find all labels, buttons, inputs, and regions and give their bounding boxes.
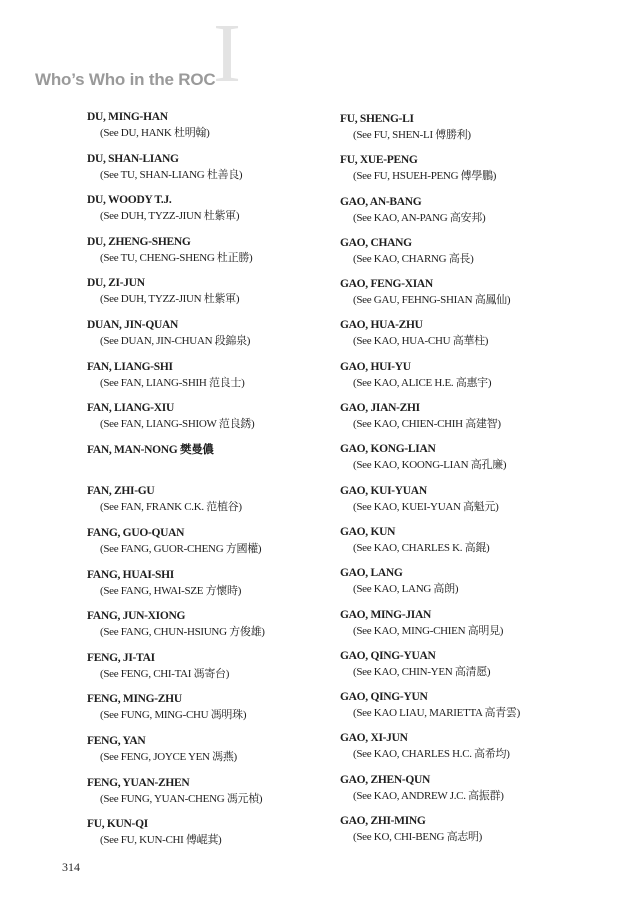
entry-cross-reference: (See KAO, CHIEN-CHIH 高建智) xyxy=(353,418,501,431)
entry-cross-reference: (See KAO LIAU, MARIETTA 高青雲) xyxy=(353,707,520,720)
directory-entry xyxy=(340,319,590,360)
section-letter: I xyxy=(213,7,241,100)
entry-name: FANG, HUAI-SHI xyxy=(87,568,174,581)
entry-cross-reference: (See FANG, CHUN-HSIUNG 方俊雄) xyxy=(100,626,265,639)
directory-entry xyxy=(340,402,590,443)
entry-name: GAO, HUI-YU xyxy=(340,360,411,373)
entry-cross-reference: (See FANG, HWAI-SZE 方懷時) xyxy=(100,584,242,597)
entry-cross-reference: (See TU, CHENG-SHENG 杜正勝) xyxy=(100,251,253,264)
entry-name: FENG, MING-ZHU xyxy=(87,693,182,706)
page-number: 314 xyxy=(62,860,80,874)
directory-entry xyxy=(340,485,590,526)
directory-entry xyxy=(87,153,337,195)
entry-name: GAO, FENG-XIAN xyxy=(340,278,433,291)
directory-entry xyxy=(87,485,337,527)
entry-name: FENG, YAN xyxy=(87,734,146,747)
directory-entry xyxy=(340,567,590,608)
entry-cross-reference: (See DUH, TYZZ-JIUN 杜紫軍) xyxy=(100,293,240,306)
entry-name: GAO, LANG xyxy=(340,567,403,580)
entry-name: GAO, AN-BANG xyxy=(340,195,422,208)
entry-cross-reference: (See FENG, CHI-TAI 馮寄台) xyxy=(100,667,230,680)
entry-cross-reference: (See FANG, GUOR-CHENG 方國權) xyxy=(100,542,262,555)
directory-entry xyxy=(87,111,337,153)
directory-entry xyxy=(340,443,590,484)
entry-cross-reference: (See TU, SHAN-LIANG 杜善良) xyxy=(100,168,243,181)
directory-entry xyxy=(340,774,590,815)
directory-entry xyxy=(340,154,590,195)
book-title: Who’s Who in the ROC xyxy=(35,70,216,89)
entry-cross-reference: (See KO, CHI-BENG 高志明) xyxy=(353,831,483,844)
entry-name: GAO, CHANG xyxy=(340,236,412,249)
directory-entry xyxy=(340,815,590,856)
entry-name: GAO, JIAN-ZHI xyxy=(340,402,420,415)
directory-entry xyxy=(340,691,590,732)
directory-entry xyxy=(87,277,337,319)
entry-cross-reference: (See FUNG, MING-CHU 馮明珠) xyxy=(100,709,247,722)
directory-entry xyxy=(87,569,337,611)
entry-name: FANG, GUO-QUAN xyxy=(87,526,185,539)
entry-name: GAO, HUA-ZHU xyxy=(340,319,423,332)
entry-cross-reference: (See FENG, JOYCE YEN 馮燕) xyxy=(100,750,237,763)
entry-cross-reference: (See FAN, FRANK C.K. 范植谷) xyxy=(100,501,242,514)
entry-name: GAO, MING-JIAN xyxy=(340,608,431,621)
entry-cross-reference: (See KAO, MING-CHIEN 高明見) xyxy=(353,624,504,637)
entry-name: FAN, LIANG-SHI xyxy=(87,360,173,373)
directory-entry xyxy=(87,652,337,694)
entry-cross-reference: (See KAO, CHARNG 高長) xyxy=(353,252,474,265)
entry-name: GAO, QING-YUAN xyxy=(340,649,436,662)
directory-entry xyxy=(340,278,590,319)
entry-cross-reference: (See FUNG, YUAN-CHENG 馮元楨) xyxy=(100,792,263,805)
entry-name: GAO, KUI-YUAN xyxy=(340,484,427,497)
directory-entry xyxy=(87,444,337,486)
entry-name: FENG, YUAN-ZHEN xyxy=(87,776,190,789)
entry-cross-reference: (See KAO, HUA-CHU 高華柱) xyxy=(353,335,489,348)
entry-cross-reference: (See FU, HSUEH-PENG 傅學鵬) xyxy=(353,170,497,183)
directory-entry xyxy=(340,650,590,691)
entry-name: GAO, QING-YUN xyxy=(340,691,428,704)
entry-cross-reference: (See KAO, CHARLES K. 高錕) xyxy=(353,541,490,554)
directory-entry xyxy=(340,526,590,567)
directory-entry xyxy=(87,236,337,278)
entry-name: DU, ZHENG-SHENG xyxy=(87,235,191,248)
entry-cross-reference: (See KAO, AN-PANG 高安邦) xyxy=(353,211,486,224)
entry-name: DU, ZI-JUN xyxy=(87,277,145,290)
directory-entry xyxy=(340,196,590,237)
directory-entry xyxy=(87,693,337,735)
entry-name: DU, SHAN-LIANG xyxy=(87,152,179,165)
entry-cross-reference: (See DU, HANK 杜明翰) xyxy=(100,127,210,139)
entry-name: GAO, KUN xyxy=(340,525,396,538)
directory-entry xyxy=(340,113,590,154)
entry-name: FU, KUN-QI xyxy=(87,818,148,831)
entry-name: DUAN, JIN-QUAN xyxy=(87,318,178,331)
page-header xyxy=(35,7,335,100)
entry-name: FANG, JUN-XIONG xyxy=(87,610,186,623)
directory-entry xyxy=(87,402,337,444)
right-column xyxy=(340,113,590,856)
entry-cross-reference: (See KAO, KOONG-LIAN 高孔廉) xyxy=(353,459,507,472)
directory-entry xyxy=(87,610,337,652)
entry-name: GAO, KONG-LIAN xyxy=(340,443,436,456)
entry-cross-reference: (See FU, SHEN-LI 傅勝利) xyxy=(353,129,471,141)
entry-name: GAO, ZHEN-QUN xyxy=(340,773,431,786)
entry-name: FENG, JI-TAI xyxy=(87,651,155,664)
entry-name: FAN, LIANG-XIU xyxy=(87,402,174,415)
entry-name: FAN, ZHI-GU xyxy=(87,485,155,498)
directory-entry xyxy=(87,818,337,860)
entry-name: FU, SHENG-LI xyxy=(340,113,414,125)
entry-cross-reference: (See FAN, LIANG-SHIOW 范良銹) xyxy=(100,418,255,431)
directory-entry xyxy=(340,732,590,773)
directory-entry xyxy=(87,527,337,569)
entry-cross-reference: (See FU, KUN-CHI 傅崐萁) xyxy=(100,834,222,847)
entry-cross-reference: (See DUH, TYZZ-JIUN 杜紫軍) xyxy=(100,210,240,223)
entry-name: DU, WOODY T.J. xyxy=(87,194,172,207)
directory-entry xyxy=(87,361,337,403)
entry-cross-reference: (See KAO, LANG 高朗) xyxy=(353,583,459,596)
entry-cross-reference: (See FAN, LIANG-SHIH 范良士) xyxy=(100,376,245,389)
directory-entry xyxy=(87,319,337,361)
directory-entry xyxy=(340,361,590,402)
entry-name: GAO, ZHI-MING xyxy=(340,815,426,828)
entry-name: DU, MING-HAN xyxy=(87,111,168,123)
left-column xyxy=(87,111,337,860)
directory-entry xyxy=(87,735,337,777)
directory-entry xyxy=(340,609,590,650)
directory-entry xyxy=(340,237,590,278)
entry-name: GAO, XI-JUN xyxy=(340,732,408,745)
entry-cross-reference: (See GAU, FEHNG-SHIAN 高鳳仙) xyxy=(353,294,511,307)
entry-cross-reference: (See KAO, ALICE H.E. 高惠宇) xyxy=(353,376,492,389)
entry-cross-reference: (See KAO, CHIN-YEN 高清愿) xyxy=(353,665,491,678)
entry-name: FU, XUE-PENG xyxy=(340,154,418,167)
entry-cross-reference: (See KAO, CHARLES H.C. 高希均) xyxy=(353,748,510,761)
directory-entry xyxy=(87,777,337,819)
entry-name: FAN, MAN-NONG 樊曼儂 xyxy=(87,443,214,456)
entry-cross-reference: (See KAO, KUEI-YUAN 高魁元) xyxy=(353,500,499,513)
entry-cross-reference: (See KAO, ANDREW J.C. 高振群) xyxy=(353,789,504,802)
entry-cross-reference: (See DUAN, JIN-CHUAN 段錦泉) xyxy=(100,334,251,347)
directory-entry xyxy=(87,194,337,236)
